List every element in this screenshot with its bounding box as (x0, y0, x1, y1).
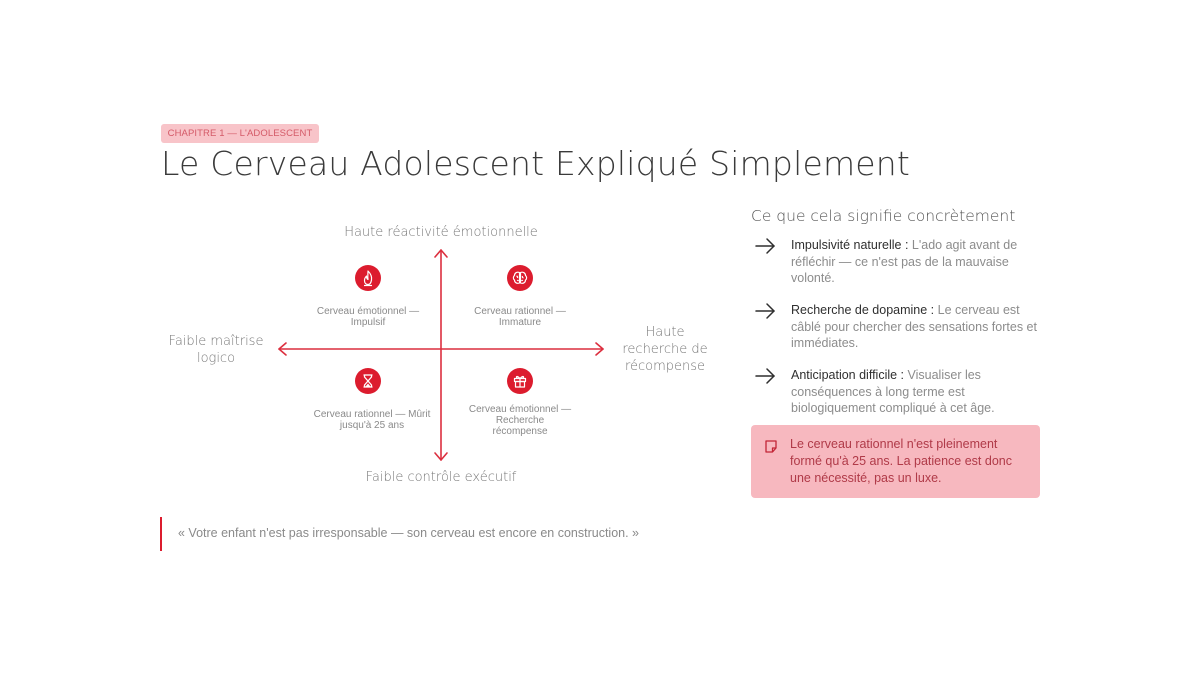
quadrant-label-top-right: Cerveau rationnel — Immature (474, 306, 566, 328)
point-text (791, 367, 1041, 417)
axis-label-left: Faible maîtrise logico (168, 334, 264, 366)
axis-label-right: Haute recherche de récompense (622, 325, 708, 374)
quadrant-label-bottom-right: Cerveau émotionnel — Recherche récompense (468, 404, 572, 437)
arrow-right-icon (755, 237, 777, 255)
arrow-right-icon (755, 302, 777, 320)
point-body: Visualiser les conséquences à long terme est biologiquement compliqué à cet âge. (791, 368, 995, 416)
gift-icon (507, 368, 533, 394)
arrow-right-icon (755, 367, 777, 385)
point-title: Anticipation difficile : (791, 368, 905, 382)
page-title: Le Cerveau Adolescent Expliqué Simplement (161, 144, 911, 183)
callout-box (751, 425, 1040, 498)
callout-text: Le cerveau rationnel n'est pleinement formé qu'à 25 ans. La patience est donc une nécessité, pas un luxe. (790, 437, 1012, 485)
axis-label-bottom: Faible contrôle exécutif (365, 470, 517, 485)
point-body: L'ado agit avant de réfléchir — ce n'est pas de la mauvaise volonté. (791, 238, 1018, 286)
fire-icon (355, 265, 381, 291)
quote-accent-bar (160, 517, 162, 551)
quadrant-label-bottom-left: Cerveau rationnel — Mûrit jusqu'à 25 ans (313, 409, 431, 431)
point-text (791, 237, 1041, 287)
axis-label-top: Haute réactivité émotionnelle (344, 225, 538, 240)
note-icon (765, 440, 777, 453)
chapter-badge: CHAPITRE 1 — L'ADOLESCENT (161, 124, 319, 143)
quote-text: « Votre enfant n'est pas irresponsable — son cerveau est encore en construction. » (178, 526, 639, 540)
point-text (791, 302, 1041, 352)
panel-heading: Ce que cela signifie concrètement (751, 207, 1016, 225)
point-title: Recherche de dopamine : (791, 303, 935, 317)
quadrant-label-top-left: Cerveau émotionnel — Impulsif (316, 306, 420, 328)
hourglass-icon (355, 368, 381, 394)
point-body: Le cerveau est câblé pour chercher des sensations fortes et immédiates. (791, 303, 1037, 351)
brain-icon (507, 265, 533, 291)
point-title: Impulsivité naturelle : (791, 238, 909, 252)
